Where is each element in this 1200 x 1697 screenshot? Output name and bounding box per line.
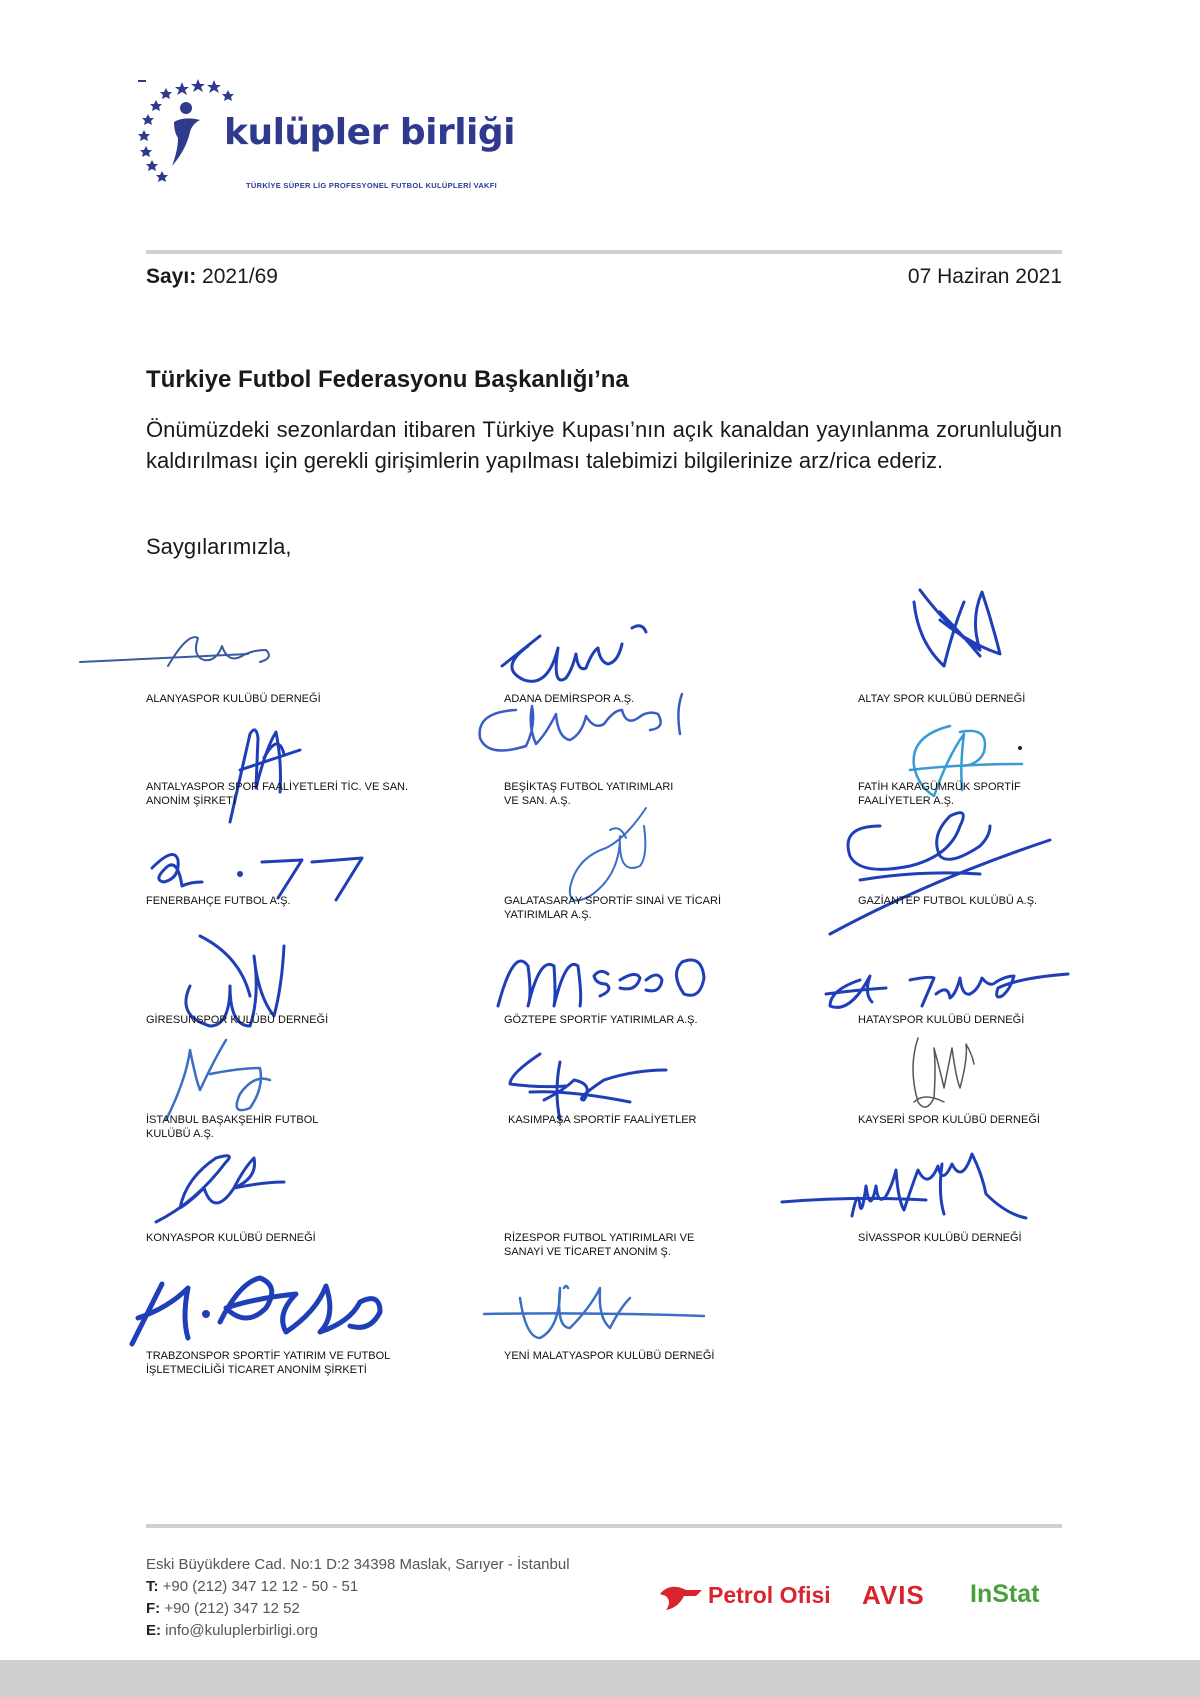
signatory-club-name: ANTALYASPOR SPOR FAALİYETLERİ TİC. VE SAN. ANONİM ŞİRKETİ — [146, 781, 409, 807]
reference-value: 2021/69 — [202, 265, 278, 288]
signatory-club-name: TRABZONSPOR SPORTİF YATIRIM VE FUTBOL İŞLETMECİLİĞİ TİCARET ANONİM ŞİRKETİ — [146, 1350, 391, 1376]
signature-antalyaspor — [200, 718, 320, 828]
bottom-band — [0, 1660, 1200, 1697]
sponsor-instat: InStat — [970, 1580, 1040, 1608]
signature-istanbul-basaksehir — [160, 1034, 300, 1124]
signature-trabzonspor — [128, 1262, 388, 1352]
signatory-club-name: ADANA DEMİRSPOR A.Ş. — [504, 693, 635, 705]
signature-konyaspor — [150, 1142, 300, 1226]
logo-subtitle: TÜRKİYE SÜPER LİG PROFESYONEL FUTBOL KULÜPLERİ VAKFI — [246, 181, 498, 190]
signatory-club-name: KASIMPAŞA SPORTİF FAALİYETLER — [508, 1114, 697, 1126]
signatory-club-name: RİZESPOR FUTBOL YATIRIMLARI VE SANAYİ VE TİCARET ANONİM Ş. — [504, 1232, 695, 1258]
signatory-club-name: İSTANBUL BAŞAKŞEHİR FUTBOL KULÜBÜ A.Ş. — [146, 1114, 319, 1140]
logo-wordmark: kulüpler birliği — [224, 112, 516, 153]
signatory-club-name: GAZİANTEP FUTBOL KULÜBÜ A.Ş. — [858, 895, 1038, 907]
signatory-club-name: GÖZTEPE SPORTİF YATIRIMLAR A.Ş. — [504, 1014, 698, 1026]
signature-fenerbahce — [136, 832, 376, 902]
signature-gaziantep — [820, 800, 1060, 940]
signature-goztepe — [494, 940, 734, 1010]
signatory-club-name: GİRESUNSPOR KULÜBÜ DERNEĞİ — [146, 1014, 329, 1026]
signature-kayserispor — [904, 1032, 984, 1122]
sponsor-avis: AVIS — [862, 1580, 925, 1610]
footer-contact — [146, 1554, 570, 1642]
header-divider — [146, 250, 1062, 254]
reference-label: Sayı: — [146, 265, 197, 288]
signatory-club-name: ALANYASPOR KULÜBÜ DERNEĞİ — [146, 693, 321, 705]
addressee: Türkiye Futbol Federasyonu Başkanlığı’na — [146, 366, 629, 393]
signature-besiktas — [470, 690, 710, 760]
signature-hatayspor — [820, 958, 1120, 1018]
footer-fax: F: +90 (212) 347 12 52 — [146, 1600, 300, 1617]
letter-date: 07 Haziran 2021 — [907, 265, 1062, 288]
footer-email[interactable]: E: info@kuluplerbirligi.org — [146, 1622, 318, 1639]
signatory-club-name: FATİH KARAGÜMRÜK SPORTİF FAALİYETLER A.Ş. — [858, 781, 1021, 807]
signature-sivasspor — [776, 1156, 1066, 1276]
signatory-club-name: KAYSERİ SPOR KULÜBÜ DERNEĞİ — [858, 1114, 1040, 1126]
signature-alanyaspor — [78, 628, 278, 688]
signatory-club-name: BEŞİKTAŞ FUTBOL YATIRIMLARI VE SAN. A.Ş. — [504, 781, 674, 807]
signatory-club-name: YENİ MALATYASPOR KULÜBÜ DERNEĞİ — [504, 1350, 715, 1362]
signatory-club-name: ALTAY SPOR KULÜBÜ DERNEĞİ — [858, 693, 1026, 705]
signature-altay — [900, 582, 1010, 682]
sponsor-petrol-ofisi: Petrol Ofisi — [708, 1582, 831, 1608]
signatory-club-name: KONYASPOR KULÜBÜ DERNEĞİ — [146, 1232, 316, 1244]
signature-yeni-malatyaspor — [480, 1276, 710, 1346]
reference-number — [146, 265, 278, 289]
signatory-club-name: FENERBAHÇE FUTBOL A.Ş. — [146, 895, 291, 907]
signatory-club-name: GALATASARAY SPORTİF SINAİ VE TİCARİ YATIRIMLAR A.Ş. — [504, 895, 722, 921]
signature-adana-demirspor — [500, 610, 670, 690]
footer-address: Eski Büyükdere Cad. No:1 D:2 34398 Maslak, Sarıyer - İstanbul — [146, 1556, 570, 1573]
petrol-ofisi-logo-icon — [656, 1580, 706, 1610]
letter-body: Önümüzdeki sezonlardan itibaren Türkiye Kupası’nın açık kanaldan yayınlanma zorunluluğun kaldırılması için gerekli girişimlerin yapılması talebimizi bilgilerinize arz/rica ederiz. — [146, 417, 1062, 473]
signatory-club-name: HATAYSPOR KULÜBÜ DERNEĞİ — [858, 1014, 1025, 1026]
footer-divider — [146, 1524, 1062, 1528]
signature-galatasaray — [550, 800, 670, 910]
footer-phone: T: +90 (212) 347 12 12 - 50 - 51 — [146, 1578, 359, 1595]
signatory-club-name: SİVASSPOR KULÜBÜ DERNEĞİ — [858, 1232, 1022, 1244]
closing: Saygılarımızla, — [146, 534, 292, 559]
